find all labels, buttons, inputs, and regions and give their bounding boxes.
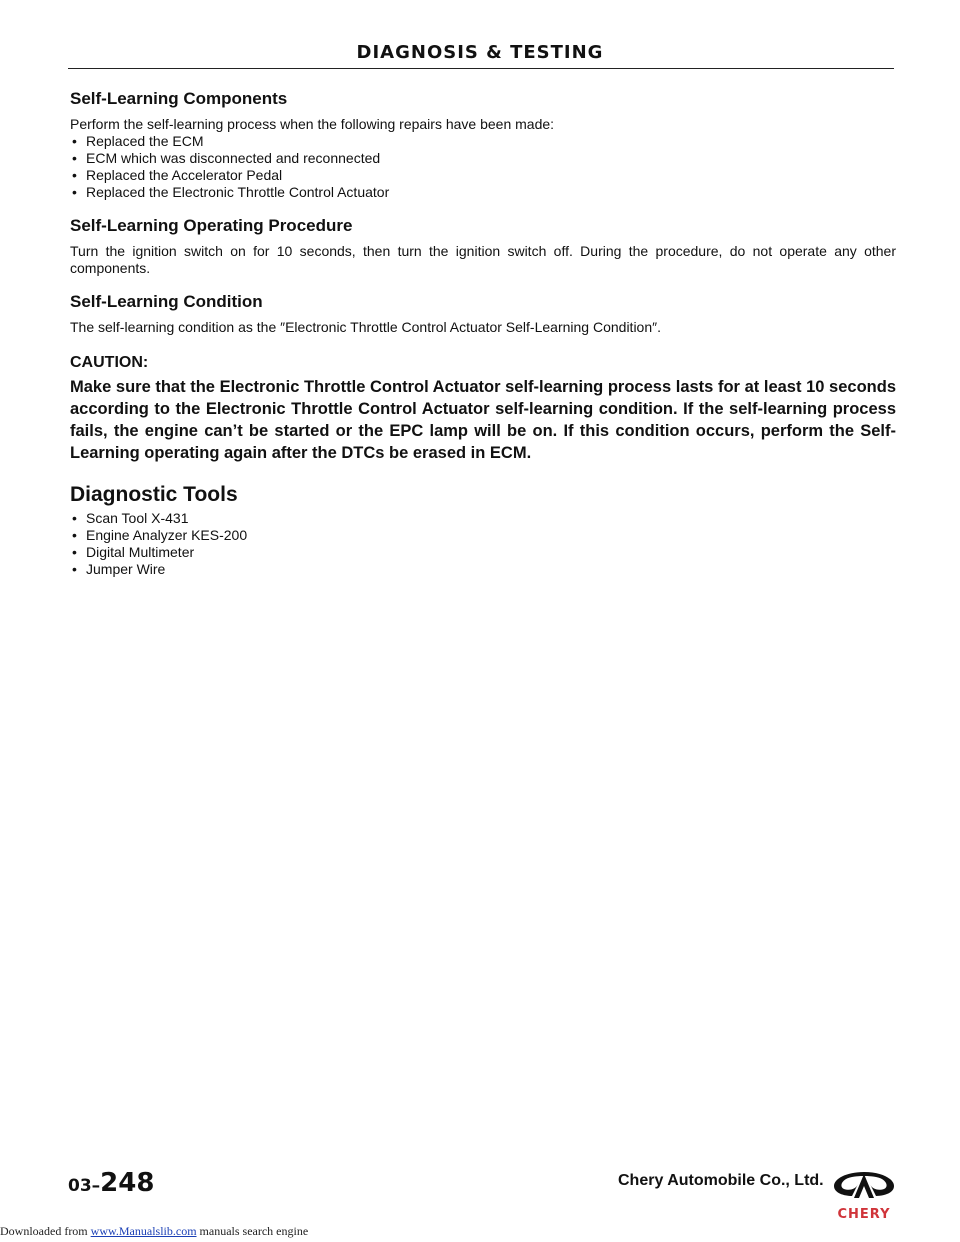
running-header: DIAGNOSIS & TESTING (356, 42, 604, 63)
list-item: • Jumper Wire (72, 561, 166, 577)
bullet-icon: • (72, 150, 77, 166)
bullet-icon: • (72, 184, 77, 200)
caution-title: CAUTION: (70, 354, 149, 371)
list-item: • Replaced the Electronic Throttle Control Actuator (72, 184, 390, 200)
section-title-components: Self-Learning Components (70, 89, 288, 108)
tools-list (70, 510, 896, 578)
section-title-condition: Self-Learning Condition (70, 292, 263, 311)
list-item: • Replaced the ECM (72, 133, 204, 149)
list-item: • Digital Multimeter (72, 544, 195, 560)
bullet-icon: • (72, 544, 77, 560)
list-item: • ECM which was disconnected and reconnected (72, 150, 381, 166)
bullet-icon: • (72, 167, 77, 183)
manualslib-link[interactable]: www.Manualslib.com (90, 1224, 197, 1238)
caution-text: Make sure that the Electronic Throttle Control Actuator self-learning process lasts for at least 10 seconds according to the Electronic Throttle Control Actuator self-learning condition. If the self-learning process fails, the engine can’t be started or the EPC lamp will be on. If this condition occurs, perform the Self-Learning operating again after the DTCs be erased in ECM. (70, 378, 896, 462)
page-number (68, 1168, 154, 1198)
procedure-text: Turn the ignition switch on for 10 seconds, then turn the ignition switch off. During the procedure, do not operate any other components. (70, 243, 896, 276)
download-note: Downloaded from www.Manualslib.com manuals search engine (0, 1224, 309, 1238)
components-list (70, 133, 896, 201)
logo-text: CHERY (837, 1207, 891, 1222)
list-item: • Engine Analyzer KES-200 (72, 527, 248, 543)
bullet-icon: • (72, 527, 77, 543)
bullet-icon: • (72, 510, 77, 526)
chery-logo-icon (832, 1166, 896, 1224)
company-name: Chery Automobile Co., Ltd. (618, 1172, 824, 1189)
condition-text: The self-learning condition as the ″Electronic Throttle Control Actuator Self-Learning Condition″. (70, 319, 661, 335)
bullet-icon: • (72, 133, 77, 149)
section-title-tools: Diagnostic Tools (70, 483, 238, 506)
page-content (70, 88, 896, 578)
page-number-prefix: 03– (68, 1176, 101, 1196)
components-intro: Perform the self-learning process when the following repairs have been made: (70, 116, 555, 132)
section-title-procedure: Self-Learning Operating Procedure (70, 216, 353, 235)
header-divider (68, 68, 894, 69)
list-item: • Scan Tool X-431 (72, 510, 189, 526)
page-number-value: 248 (100, 1168, 155, 1198)
list-item: • Replaced the Accelerator Pedal (72, 167, 283, 183)
bullet-icon: • (72, 561, 77, 577)
